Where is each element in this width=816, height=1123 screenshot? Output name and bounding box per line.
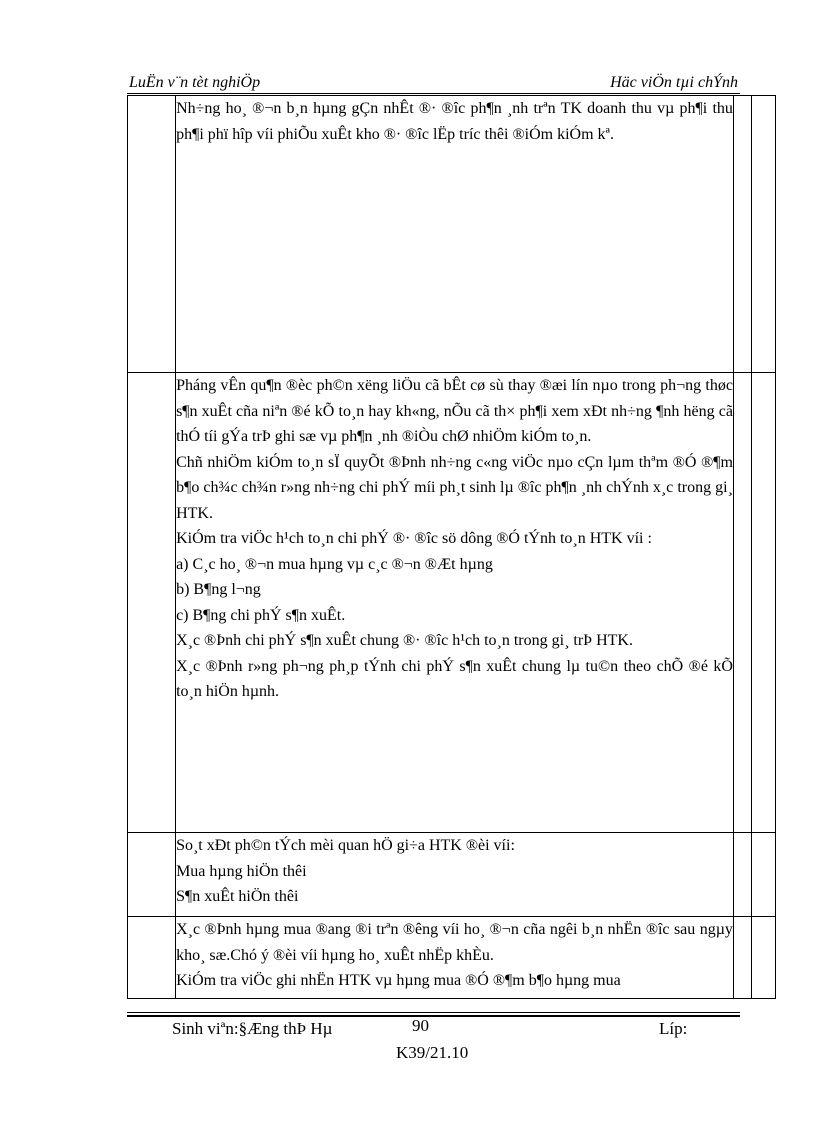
row-text [176, 917, 733, 994]
text-line: Pháng vÊn qu¶n ®èc ph©n xëng liÖu cã bÊt cø sù thay ®æi lín nµo trong ph¬ng thøc s¶n xuÊt cña niªn ®é kÕ to¸n hay kh«ng, nÕu cã th× ph¶i xem xÐt nh÷ng ¶nh hëng cã thÓ tíi gÝa trÞ ghi sæ vµ ph¶n ¸nh ®iÒu chØ nhiÖm kiÓm to¸n. [176, 377, 733, 445]
procedure-table [127, 95, 776, 999]
footer-rule-thick [127, 1015, 740, 1017]
row-text [176, 373, 733, 705]
table-cell-narrow [733, 96, 751, 373]
table-cell-main [176, 917, 734, 999]
table-row [128, 917, 776, 999]
table-cell-main [176, 373, 734, 833]
text-line: Mua hµng hiÖn thêi [176, 862, 307, 880]
text-line: Nh÷ng ho¸ ®¬n b¸n hµng gÇn nhÊt ®· ®îc ph¶n ¸nh trªn TK doanh thu vµ ph¶i thu ph¶i phï hîp víi phiÕu xuÊt kho ®· ®îc lËp tríc thêi ®iÓm kiÓm kª. [176, 100, 733, 143]
table-cell-narrow [733, 373, 751, 833]
footer-student: Sinh viªn:§Æng thÞ Hµ [172, 1019, 333, 1038]
list-item: b) B¶ng l¬ng [176, 581, 261, 598]
table-cell-left [128, 373, 176, 833]
text-line: Chñ nhiÖm kiÓm to¸n sÏ quyÕt ®Þnh nh÷ng c«ng viÖc nµo cÇn lµm thªm ®Ó ®¶m b¶o ch¾c ch¾n r»ng nh÷ng chi phÝ míi ph¸t sinh lµ ®îc ph¶n ¸nh chÝnh x¸c trong gi¸ HTK. [176, 453, 733, 522]
table-cell-narrow [733, 917, 751, 999]
text-line: S¶n xuÊt hiÖn thêi [176, 888, 299, 905]
table-cell-left [128, 833, 176, 917]
table-row [128, 373, 776, 833]
table-cell-left [128, 96, 176, 373]
table-row [128, 96, 776, 373]
footer-rule-thin [127, 1012, 740, 1013]
header-rule [127, 93, 740, 94]
table-row [128, 833, 776, 917]
text-line: So¸t xÐt ph©n tÝch mèi quan hÖ gi÷a HTK ®èi víi: [176, 837, 515, 854]
header-left-title: LuËn v¨n tèt nghiÖp [129, 74, 261, 91]
list-item: c) B¶ng chi phÝ s¶n xuÊt. [176, 606, 346, 624]
text-line: X¸c ®Þnh chi phÝ s¶n xuÊt chung ®· ®îc h¹ch to¸n trong gi¸ trÞ HTK. [176, 632, 633, 649]
table-cell-right [751, 96, 775, 373]
table-cell-left [128, 917, 176, 999]
footer-class-code: K39/21.10 [396, 1043, 469, 1062]
table-cell-main [176, 96, 734, 373]
table-cell-main [176, 833, 734, 917]
row-text [176, 96, 733, 147]
footer-class-label: Líp: [659, 1019, 688, 1038]
table-cell-right [751, 917, 775, 999]
table-cell-right [751, 373, 775, 833]
row-text [176, 833, 733, 910]
list-item: a) C¸c ho¸ ®¬n mua hµng vµ c¸c ®¬n ®Æt hµng [176, 555, 493, 573]
text-line: KiÓm tra viÖc h¹ch to¸n chi phÝ ®· ®îc sö dông ®Ó tÝnh to¸n HTK víi : [176, 530, 652, 547]
text-line: KiÓm tra viÖc ghi nhËn HTK vµ hµng mua ®Ó ®¶m b¶o hµng mua [176, 972, 621, 989]
table-cell-narrow [733, 833, 751, 917]
table-cell-right [751, 833, 775, 917]
text-line: X¸c ®Þnh r»ng ph¬ng ph¸p tÝnh chi phÝ s¶n xuÊt chung lµ tu©n theo chÕ ®é kÕ to¸n hiÖn hµnh. [176, 657, 733, 700]
header-right-title: Häc viÖn tµi chÝnh [610, 74, 738, 91]
text-line: X¸c ®Þnh hµng mua ®ang ®i trªn ®êng víi ho¸ ®¬n cña ngêi b¸n nhËn ®îc sau ngµy kho¸ sæ.Chó ý ®èi víi hµng ho¸ xuÊt nhËp khÈu. [176, 921, 733, 964]
page-number: 90 [412, 1016, 429, 1035]
